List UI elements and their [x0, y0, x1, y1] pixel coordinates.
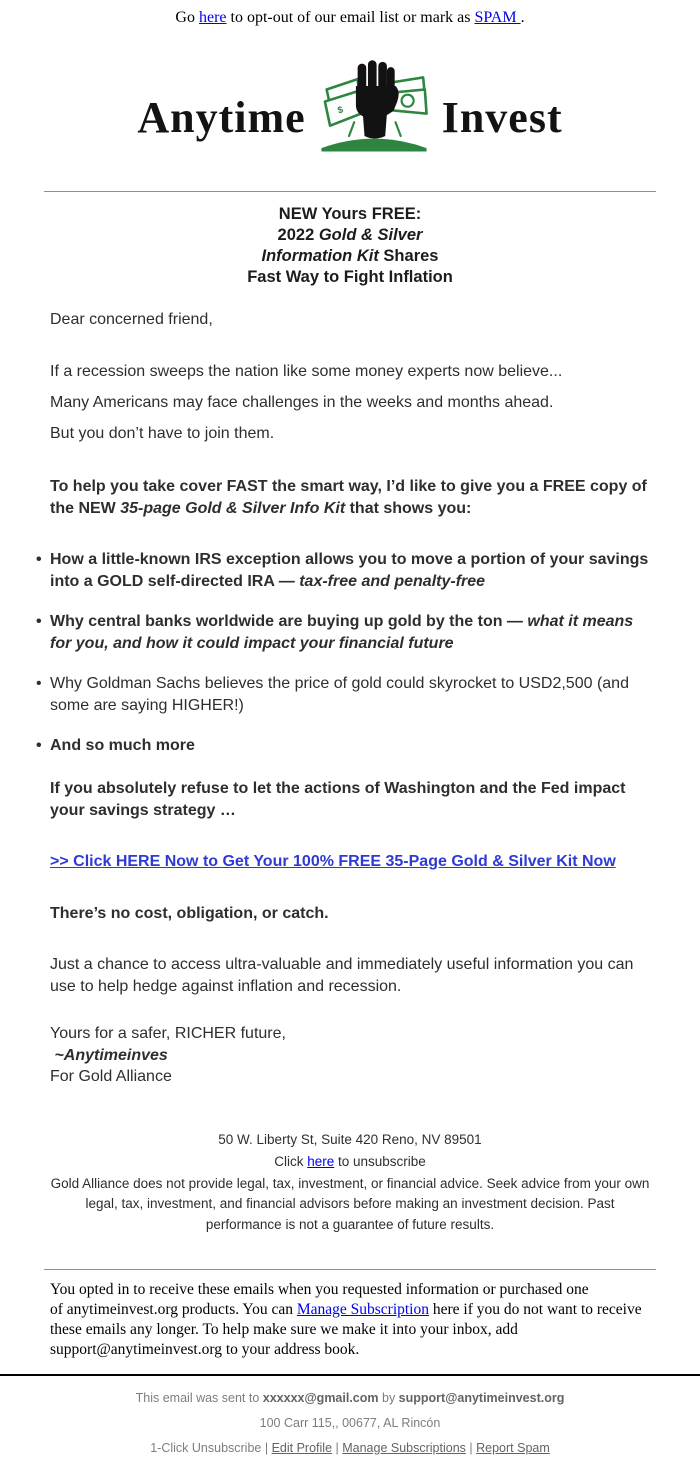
greeting: Dear concerned friend,: [50, 311, 213, 328]
bullet-text: How a little-known IRS exception allows you to move a portion of your savings into a GOLD self-directed IRA —: [50, 551, 649, 590]
headline-text: Shares: [378, 247, 439, 265]
bullet-text: Why Goldman Sachs believes the price of gold could skyrocket to USD2,500 (and some are saying HIGHER!): [50, 675, 629, 714]
bullet-italic: what it means for you, and how it could impact your financial future: [50, 613, 634, 652]
unsubscribe-text: Click: [274, 1153, 308, 1169]
divider-bottom: [44, 1269, 656, 1270]
paragraph: There’s no cost, obligation, or catch.: [50, 905, 329, 922]
list-item: [50, 735, 656, 757]
optin-text: here if you do not want to receive these emails any longer. To help make sure we make it into your inbox, add support@anytimeinvest.org to your address book.: [50, 1301, 642, 1358]
company-address: 50 W. Liberty St, Suite 420 Reno, NV 89501: [218, 1131, 482, 1147]
edit-profile-link[interactable]: Edit Profile: [271, 1441, 333, 1455]
list-item: [50, 673, 656, 717]
offer-paragraph: [50, 476, 656, 520]
cta-row: [50, 851, 656, 873]
company-footer: [0, 1130, 700, 1236]
headline-line-2: [0, 225, 700, 246]
optin-notice: [50, 1280, 656, 1360]
paragraph: But you don’t have to join them.: [50, 425, 275, 442]
headline-italic: Information Kit: [261, 247, 379, 265]
recipient-email: xxxxxx@gmail.com: [262, 1391, 379, 1405]
separator: |: [261, 1441, 272, 1455]
headline-line-1: NEW Yours FREE:: [278, 205, 422, 223]
sent-to-text: This email was sent to: [135, 1391, 263, 1405]
legal-disclaimer: Gold Alliance does not provide legal, tax, investment, or financial advice. Seek advice from your own legal, tax, investment, and financial advisors before making an investment decision. Past performance is not a guarantee of future results.: [50, 1175, 650, 1232]
sent-to-line: [0, 1391, 700, 1406]
optout-text: .: [520, 9, 525, 26]
signature-org: For Gold Alliance: [50, 1068, 172, 1085]
headline-line-3: [0, 246, 700, 267]
divider-top: [44, 191, 656, 192]
offer-kit-name: 35-page Gold & Silver Info Kit: [120, 500, 346, 517]
optout-text: to opt-out of our email list or mark as: [226, 9, 475, 26]
unsubscribe-line: [0, 1152, 700, 1172]
signature-name: ~Anytimeinves: [50, 1046, 168, 1064]
headline-italic: Gold & Silver: [318, 226, 423, 244]
manage-subscriptions-link[interactable]: Manage Subscriptions: [342, 1441, 466, 1455]
paragraph: If a recession sweeps the nation like some money experts now believe...: [50, 363, 563, 380]
svg-text:$: $: [336, 104, 345, 117]
report-spam-link[interactable]: Report Spam: [476, 1441, 550, 1455]
optout-here-link[interactable]: here: [198, 9, 227, 26]
mark-spam-link[interactable]: SPAM: [474, 9, 521, 26]
optout-text: Go: [175, 9, 199, 26]
offer-text: that shows you:: [345, 500, 472, 517]
bullet-italic: tax-free and penalty-free: [299, 573, 486, 590]
benefits-list: [50, 549, 656, 757]
free-kit-cta-link[interactable]: >> Click HERE Now to Get Your 100% FREE 35-Page Gold & Silver Kit Now: [50, 853, 616, 870]
one-click-unsubscribe-label: 1-Click Unsubscribe: [150, 1441, 262, 1455]
brand-logo: [0, 51, 700, 159]
separator: |: [332, 1441, 343, 1455]
optout-banner: [0, 0, 700, 27]
optin-text: of anytimeinvest.org products. You can: [50, 1301, 297, 1318]
list-item: [50, 549, 656, 593]
email-body: [50, 309, 656, 1088]
separator: |: [465, 1441, 477, 1455]
sender-email: support@anytimeinvest.org: [398, 1391, 565, 1405]
sender-address: 100 Carr 115,, 00677, AL Rincón: [259, 1416, 441, 1430]
bullet-text: Why central banks worldwide are buying up gold by the ton —: [50, 613, 528, 630]
fist-crushing-money-icon: [318, 55, 430, 155]
list-item: [50, 611, 656, 655]
sent-to-text: by: [378, 1391, 399, 1405]
signature-block: [50, 1023, 656, 1088]
headline: [0, 204, 700, 288]
unsubscribe-here-link[interactable]: here: [307, 1153, 335, 1169]
paragraph: If you absolutely refuse to let the actions of Washington and the Fed impact your savings strategy …: [50, 780, 626, 819]
paragraph: Just a chance to access ultra-valuable and immediately useful information you can use to help hedge against inflation and recession.: [50, 956, 634, 995]
manage-subscription-link[interactable]: Manage Subscription: [296, 1301, 429, 1318]
headline-text: 2022: [277, 226, 319, 244]
logo-word-invest: Invest: [441, 93, 563, 142]
optin-text: You opted in to receive these emails when you requested information or purchased one: [50, 1281, 589, 1298]
delivery-footer: [0, 1376, 700, 1468]
paragraph: Many Americans may face challenges in the weeks and months ahead.: [50, 394, 554, 411]
headline-line-4: Fast Way to Fight Inflation: [247, 268, 453, 286]
logo-word-anytime: Anytime: [137, 93, 306, 142]
offer-text: To help you take cover FAST the smart way, I’d like to give you a FREE copy of the NEW: [50, 478, 647, 517]
unsubscribe-text: to unsubscribe: [334, 1153, 426, 1169]
bullet-text: And so much more: [50, 737, 195, 754]
footer-links-row: [0, 1441, 700, 1456]
signature-closing: Yours for a safer, RICHER future,: [50, 1025, 286, 1042]
